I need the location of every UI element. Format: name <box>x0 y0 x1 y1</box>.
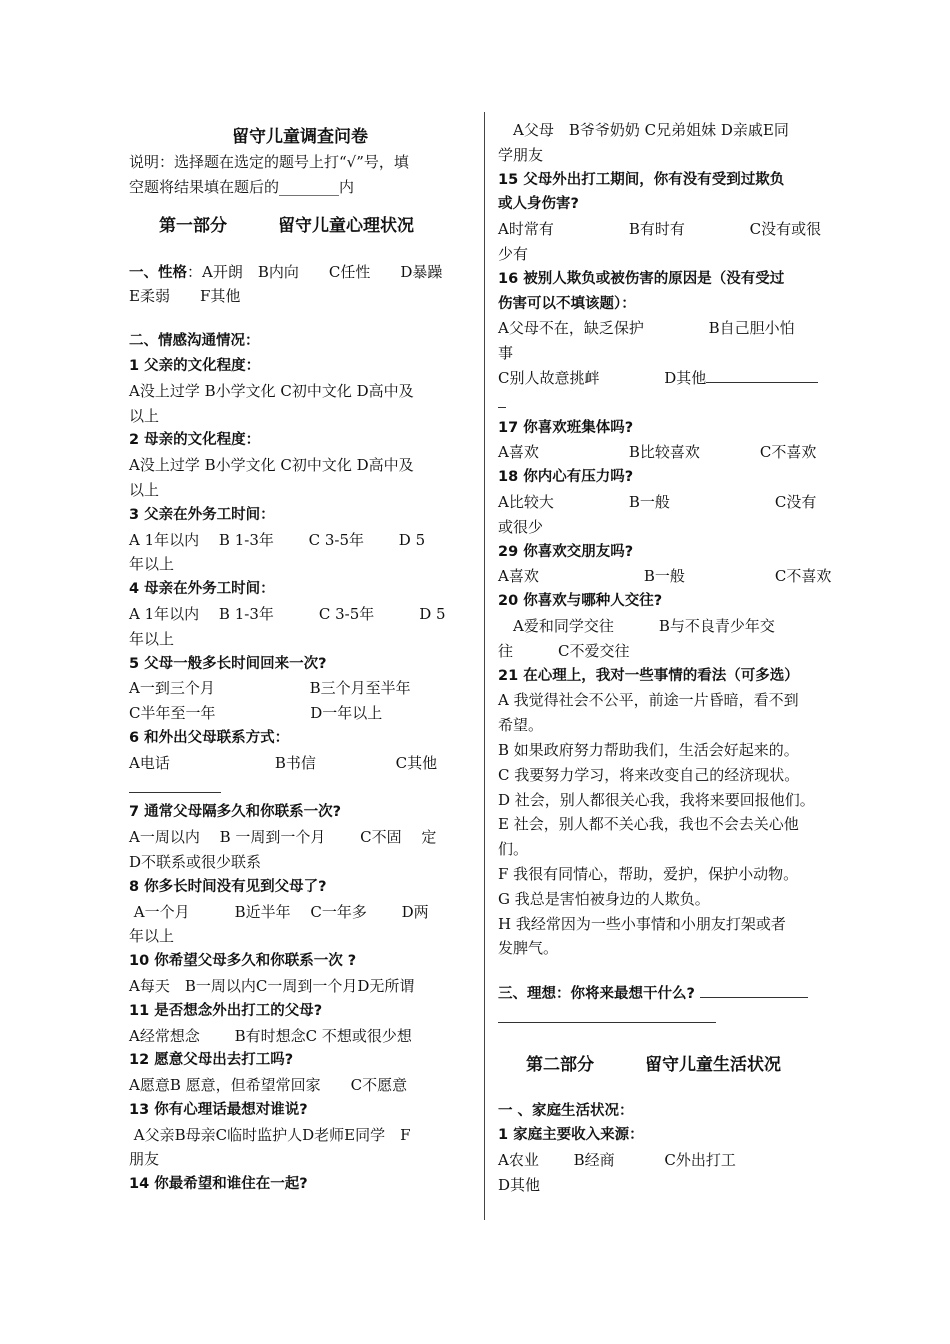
part-one-heading: 第一部分 留守儿童心理状况 <box>159 215 414 236</box>
question-5: 5 父母一般多长时间回来一次? <box>129 655 327 672</box>
question-4-options: A 1年以内 B 1-3年 C 3-5年 D 5 <box>129 604 446 623</box>
question-17-options: A喜欢 B比较喜欢 C不喜欢 <box>498 443 817 462</box>
question-20-options-cont: 往 C不爱交往 <box>498 641 630 660</box>
question-6: 6 和外出父母联系方式： <box>129 729 290 746</box>
question-21-option-a: A 我觉得社会不公平，前途一片昏暗，看不到 <box>498 691 799 710</box>
question-21-option-e-cont: 们。 <box>498 840 529 859</box>
question-1-options: A没上过学 B小学文化 C初中文化 D高中及 <box>129 381 414 400</box>
personality-label: 一、性格 <box>129 264 187 281</box>
ideal-label: 三、理想：你将来最想干什么? <box>498 986 695 1003</box>
question-10-options: A每天 B一周以内C一周到一个月D无所谓 <box>129 976 415 995</box>
family-heading: 一 、家庭生活状况： <box>498 1102 634 1119</box>
question-11: 11 是否想念外出打工的父母? <box>129 1002 323 1019</box>
question-1: 1 父亲的文化程度： <box>129 357 261 374</box>
family-question-1-options: A农业 B经商 C外出打工 <box>498 1151 736 1170</box>
question-17: 17 你喜欢班集体吗? <box>498 419 634 436</box>
question-29-options: A喜欢 B一般 C不喜欢 <box>498 567 832 586</box>
question-3-options: A 1年以内 B 1-3年 C 3-5年 D 5 <box>129 530 426 549</box>
ideal-blank[interactable] <box>700 983 808 998</box>
question-7-options-cont: D不联系或很少联系 <box>129 852 262 871</box>
question-14-options-cont: 学朋友 <box>498 145 544 164</box>
instructions-line-1: 说明：选择题在选定的题号上打“√”号，填 <box>129 153 409 171</box>
question-7-options: A一周以内 B 一周到一个月 C不固 定 <box>129 828 437 847</box>
question-29: 29 你喜欢交朋友吗? <box>498 543 634 560</box>
question-21-option-b: B 如果政府努力帮助我们，生活会好起来的。 <box>498 740 799 759</box>
question-21-option-e: E 社会，别人都不关心我，我也不会去关心他 <box>498 815 799 834</box>
column-divider <box>484 112 485 1220</box>
question-8: 8 你多长时间没有见到父母了? <box>129 878 327 895</box>
question-18-options-cont: 或很少 <box>498 517 544 536</box>
question-16-blank[interactable] <box>706 368 818 383</box>
right-column <box>498 118 838 1198</box>
question-2-options-cont: 以上 <box>129 480 160 499</box>
question-7: 7 通常父母隔多久和你联系一次? <box>129 804 342 821</box>
question-21-option-a-cont: 希望。 <box>498 716 544 735</box>
question-15-options-cont: 少有 <box>498 244 529 263</box>
question-4: 4 母亲在外务工时间： <box>129 581 275 598</box>
question-16-options-cont: 事 <box>498 344 514 363</box>
question-6-blank-line[interactable] <box>129 776 471 801</box>
question-21-option-g: G 我总是害怕被身边的人欺负。 <box>498 889 710 908</box>
question-21-option-h-cont: 发脾气。 <box>498 939 559 958</box>
family-question-1-options-cont: D其他 <box>498 1176 541 1195</box>
question-12-options: A愿意B 愿意，但希望常回家 C不愿意 <box>129 1076 408 1095</box>
question-18-options: A比较大 B一般 C没有 <box>498 492 817 511</box>
ideal-blank-line-2[interactable] <box>498 1006 838 1031</box>
question-16-options-2 <box>498 366 838 391</box>
question-16: 16 被别人欺负或被伤害的原因是（没有受过 <box>498 270 785 287</box>
question-13: 13 你有心理话最想对谁说? <box>129 1101 308 1118</box>
personality-options: ：A开朗 B内向 C任性 D暴躁 <box>187 262 443 281</box>
question-21-option-f: F 我很有同情心，帮助，爱护，保护小动物。 <box>498 864 799 883</box>
question-5-options-cont: C半年至一年 D一年以上 <box>129 704 383 723</box>
document-title: 留守儿童调查问卷 <box>232 127 368 147</box>
question-20-options: A爱和同学交往 B与不良青少年交 <box>498 616 775 635</box>
question-3-options-cont: 年以上 <box>129 555 175 574</box>
question-11-options: A经常想念 B有时想念C 不想或很少想 <box>129 1026 412 1045</box>
personality-options-2: E柔弱 F其他 <box>129 287 241 306</box>
question-5-options: A一到三个月 B三个月至半年 <box>129 679 411 698</box>
question-18: 18 你内心有压力吗? <box>498 469 634 486</box>
question-16-cont: 伤害可以不填该题）： <box>498 295 636 312</box>
ideal-question <box>498 981 838 1006</box>
question-8-options: A一个月 B近半年 C一年多 D两 <box>129 902 429 921</box>
question-1-options-cont: 以上 <box>129 406 160 425</box>
question-4-options-cont: 年以上 <box>129 629 175 648</box>
part-two-heading: 第二部分 留守儿童生活状况 <box>526 1054 781 1075</box>
question-15: 15 父母外出打工期间，你有没有受到过欺负 <box>498 171 785 188</box>
question-14-options: A父母 B爷爷奶奶 C兄弟姐妹 D亲戚E同 <box>498 121 789 139</box>
question-10: 10 你希望父母多久和你联系一次 ? <box>129 953 357 970</box>
question-21-option-h: H 我经常因为一些小事情和小朋友打架或者 <box>498 914 786 933</box>
question-13-options: A父亲B母亲C临时监护人D老师E同学 F <box>129 1125 411 1144</box>
question-8-options-cont: 年以上 <box>129 927 175 946</box>
left-column <box>129 118 471 1197</box>
question-16-blank-tail <box>498 391 838 416</box>
question-21: 21 在心理上，我对一些事情的看法（可多选） <box>498 667 799 684</box>
question-6-options: A电话 B书信 C其他 <box>129 753 438 772</box>
question-2: 2 母亲的文化程度： <box>129 432 261 449</box>
question-13-options-cont: 朋友 <box>129 1150 160 1169</box>
question-21-option-d: D 社会，别人都很关心我，我将来要回报他们。 <box>498 790 815 809</box>
question-12: 12 愿意父母出去打工吗? <box>129 1052 294 1069</box>
question-16-options: A父母不在，缺乏保护 B自己胆小怕 <box>498 319 795 338</box>
question-3: 3 父亲在外务工时间： <box>129 506 275 523</box>
question-16-option-text: C别人故意挑衅 D其他 <box>498 368 707 387</box>
family-question-1: 1 家庭主要收入来源： <box>498 1127 644 1144</box>
question-15-cont: 或人身伤害? <box>498 196 579 213</box>
question-15-options: A时常有 B有时有 C没有或很 <box>498 220 822 239</box>
question-2-options: A没上过学 B小学文化 C初中文化 D高中及 <box>129 456 414 475</box>
question-21-option-c: C 我要努力学习，将来改变自己的经济现状。 <box>498 765 800 784</box>
emotion-heading: 二、情感沟通情况： <box>129 333 260 350</box>
instructions-line-2: 空题将结果填在题后的________内 <box>129 177 355 196</box>
question-14: 14 你最希望和谁住在一起? <box>129 1176 308 1193</box>
personality-question <box>129 260 471 285</box>
question-20: 20 你喜欢与哪种人交往? <box>498 593 663 610</box>
